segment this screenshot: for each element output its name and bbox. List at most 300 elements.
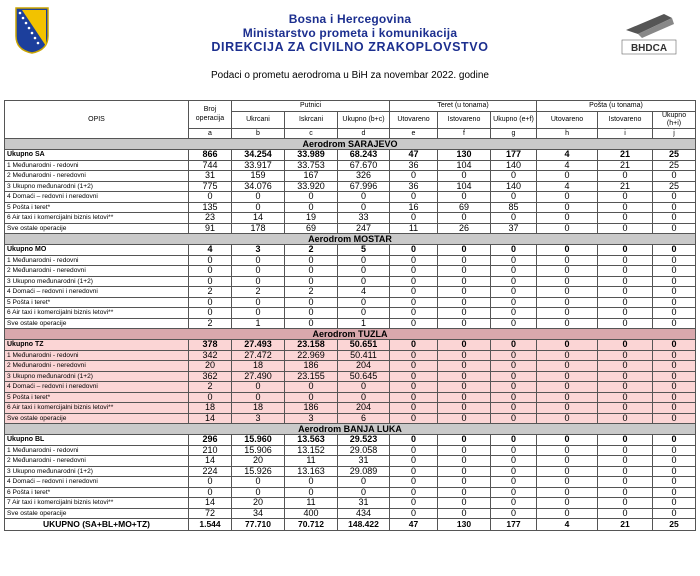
cell-value: 0 xyxy=(438,287,491,298)
cell-value: 69 xyxy=(438,202,491,213)
cell-value: 23.158 xyxy=(285,340,338,351)
cell-value: 0 xyxy=(438,413,491,424)
cell-value: 0 xyxy=(598,340,653,351)
cell-value: 34.254 xyxy=(232,150,285,161)
row-label: 4 Domaći – redovni i neredovni xyxy=(5,382,189,393)
cell-value: 31 xyxy=(189,171,232,182)
table-row xyxy=(5,297,696,308)
cell-value: 0 xyxy=(438,403,491,414)
row-label: 2 Međunarodni - neredovni xyxy=(5,266,189,277)
cell-value: 14 xyxy=(189,456,232,467)
cell-value: 2 xyxy=(285,245,338,256)
cell-value: 0 xyxy=(598,308,653,319)
table-row xyxy=(5,171,696,182)
cell-value: 0 xyxy=(438,371,491,382)
cell-value: 0 xyxy=(598,245,653,256)
cell-value: 0 xyxy=(537,255,598,266)
cell-value: 0 xyxy=(189,392,232,403)
row-label: 3 Ukupno međunarodni (1+2) xyxy=(5,276,189,287)
cell-value: 0 xyxy=(491,477,537,488)
cell-value: 0 xyxy=(537,171,598,182)
cell-value: 0 xyxy=(491,192,537,203)
cell-value: 0 xyxy=(232,255,285,266)
cell-value: 0 xyxy=(491,340,537,351)
table-row xyxy=(5,181,696,192)
cell-value: 14 xyxy=(232,213,285,224)
cell-value: 27.472 xyxy=(232,350,285,361)
cell-value: 0 xyxy=(438,255,491,266)
row-label: 4 Domaći – redovni i neredovni xyxy=(5,477,189,488)
cell-value: 25 xyxy=(653,160,696,171)
cell-value: 0 xyxy=(491,466,537,477)
section-header xyxy=(5,424,696,435)
cell-value: 0 xyxy=(285,382,338,393)
table-row xyxy=(5,382,696,393)
cell-value: 0 xyxy=(232,266,285,277)
table-row xyxy=(5,255,696,266)
cell-value: 0 xyxy=(390,477,438,488)
cell-value: 0 xyxy=(653,287,696,298)
table-row xyxy=(5,160,696,171)
cell-value: 69 xyxy=(285,223,338,234)
subheader: Ukrcani xyxy=(232,111,285,128)
cell-value: 0 xyxy=(491,487,537,498)
column-letter: f xyxy=(438,128,491,139)
cell-value: 21 xyxy=(598,181,653,192)
cell-value: 0 xyxy=(189,308,232,319)
cell-value: 104 xyxy=(438,160,491,171)
cell-value: 4 xyxy=(189,245,232,256)
cell-value: 0 xyxy=(598,413,653,424)
cell-value: 0 xyxy=(653,487,696,498)
cell-value: 0 xyxy=(285,192,338,203)
cell-value: 0 xyxy=(653,382,696,393)
cell-value: 2 xyxy=(285,287,338,298)
cell-value: 0 xyxy=(537,361,598,372)
cell-value: 0 xyxy=(438,508,491,519)
cell-value: 27.490 xyxy=(232,371,285,382)
cell-value: 0 xyxy=(537,318,598,329)
cell-value: 14 xyxy=(189,498,232,509)
cell-value: 204 xyxy=(338,403,390,414)
cell-value: 186 xyxy=(285,403,338,414)
cell-value: 0 xyxy=(491,371,537,382)
cell-value: 23.155 xyxy=(285,371,338,382)
table-row xyxy=(5,361,696,372)
cell-value: 72 xyxy=(189,508,232,519)
cell-value: 0 xyxy=(653,171,696,182)
section-header xyxy=(5,234,696,245)
row-label: 3 Ukupno međunarodni (1+2) xyxy=(5,466,189,477)
cell-value: 33.753 xyxy=(285,160,338,171)
cell-value: 135 xyxy=(189,202,232,213)
table-row xyxy=(5,498,696,509)
section-title: Aerodrom BANJA LUKA xyxy=(5,424,696,435)
cell-value: 0 xyxy=(491,276,537,287)
bhdca-logo xyxy=(618,8,680,58)
cell-value: 0 xyxy=(537,340,598,351)
cell-value: 0 xyxy=(189,255,232,266)
cell-value: 0 xyxy=(390,466,438,477)
cell-value: 0 xyxy=(390,308,438,319)
column-letter: i xyxy=(598,128,653,139)
cell-value: 0 xyxy=(491,245,537,256)
cell-value: 0 xyxy=(598,445,653,456)
cell-value: 0 xyxy=(653,350,696,361)
cell-value: 0 xyxy=(285,487,338,498)
cell-value: 0 xyxy=(390,287,438,298)
cell-value: 0 xyxy=(338,477,390,488)
table-row xyxy=(5,371,696,382)
cell-value: 29.089 xyxy=(338,466,390,477)
row-label: 3 Ukupno međunarodni (1+2) xyxy=(5,181,189,192)
cell-value: 0 xyxy=(285,308,338,319)
table-row xyxy=(5,413,696,424)
row-label: 4 Domaći – redovni i neredovni xyxy=(5,287,189,298)
row-label: 6 Air taxi i komercijalni biznis letovi** xyxy=(5,308,189,319)
cell-value: 0 xyxy=(189,477,232,488)
table-row xyxy=(5,456,696,467)
cell-value: 0 xyxy=(537,297,598,308)
cell-value: 0 xyxy=(491,171,537,182)
grand-total-value: 70.712 xyxy=(285,519,338,531)
cell-value: 0 xyxy=(653,435,696,446)
table-row xyxy=(5,477,696,488)
header-ministry: Ministarstvo prometa i komunikacija xyxy=(242,26,458,40)
cell-value: 0 xyxy=(537,382,598,393)
table-row xyxy=(5,276,696,287)
cell-value: 0 xyxy=(285,392,338,403)
cell-value: 0 xyxy=(537,266,598,277)
cell-value: 0 xyxy=(232,308,285,319)
cell-value: 0 xyxy=(598,477,653,488)
cell-value: 775 xyxy=(189,181,232,192)
grand-total-value: 47 xyxy=(390,519,438,531)
cell-value: 0 xyxy=(390,297,438,308)
grand-total-label: UKUPNO (SA+BL+MO+TZ) xyxy=(5,519,189,531)
cell-value: 0 xyxy=(537,308,598,319)
cell-value: 0 xyxy=(491,287,537,298)
row-label: 2 Međunarodni - neredovni xyxy=(5,361,189,372)
cell-value: 47 xyxy=(390,150,438,161)
cell-value: 34 xyxy=(232,508,285,519)
cell-value: 0 xyxy=(285,266,338,277)
cell-value: 0 xyxy=(491,266,537,277)
row-label: Sve ostale operacije xyxy=(5,413,189,424)
column-letter: e xyxy=(390,128,438,139)
cell-value: 0 xyxy=(390,435,438,446)
cell-value: 37 xyxy=(491,223,537,234)
cell-value: 0 xyxy=(232,477,285,488)
cell-value: 178 xyxy=(232,223,285,234)
cell-value: 21 xyxy=(598,160,653,171)
cell-value: 0 xyxy=(537,287,598,298)
column-letter: d xyxy=(338,128,390,139)
cell-value: 342 xyxy=(189,350,232,361)
subheader: Utovareno xyxy=(390,111,438,128)
cell-value: 0 xyxy=(598,392,653,403)
cell-value: 31 xyxy=(338,456,390,467)
table-row xyxy=(5,287,696,298)
cell-value: 0 xyxy=(598,487,653,498)
subheader: Iskrcani xyxy=(285,111,338,128)
cell-value: 177 xyxy=(491,150,537,161)
table-row xyxy=(5,466,696,477)
cell-value: 0 xyxy=(537,350,598,361)
cell-value: 0 xyxy=(390,382,438,393)
cell-value: 0 xyxy=(285,276,338,287)
cell-value: 0 xyxy=(438,466,491,477)
cell-value: 0 xyxy=(537,456,598,467)
cell-value: 0 xyxy=(537,498,598,509)
row-label: 6 Air taxi i komercijalni biznis letovi** xyxy=(5,213,189,224)
cell-value: 0 xyxy=(653,192,696,203)
cell-value: 0 xyxy=(390,487,438,498)
cell-value: 0 xyxy=(537,403,598,414)
cell-value: 0 xyxy=(491,255,537,266)
cell-value: 2 xyxy=(189,287,232,298)
cell-value: 29.523 xyxy=(338,435,390,446)
cell-value: 159 xyxy=(232,171,285,182)
cell-value: 0 xyxy=(438,297,491,308)
table-row xyxy=(5,487,696,498)
cell-value: 0 xyxy=(537,371,598,382)
cell-value: 0 xyxy=(598,318,653,329)
cell-value: 0 xyxy=(390,245,438,256)
cell-value: 0 xyxy=(598,223,653,234)
cell-value: 4 xyxy=(537,160,598,171)
cell-value: 0 xyxy=(438,350,491,361)
cell-value: 0 xyxy=(598,297,653,308)
row-label: Sve ostale operacije xyxy=(5,508,189,519)
cell-value: 224 xyxy=(189,466,232,477)
row-label: 5 Pošta i teret* xyxy=(5,202,189,213)
cell-value: 0 xyxy=(438,498,491,509)
cell-value: 29.058 xyxy=(338,445,390,456)
cell-value: 4 xyxy=(537,181,598,192)
cell-value: 0 xyxy=(491,318,537,329)
cell-value: 0 xyxy=(653,297,696,308)
cell-value: 0 xyxy=(390,361,438,372)
cell-value: 0 xyxy=(390,213,438,224)
cell-value: 0 xyxy=(537,202,598,213)
cell-value: 0 xyxy=(491,445,537,456)
cell-value: 0 xyxy=(653,466,696,477)
cell-value: 0 xyxy=(537,445,598,456)
table-row xyxy=(5,245,696,256)
cell-value: 0 xyxy=(598,508,653,519)
cell-value: 0 xyxy=(537,487,598,498)
table-row xyxy=(5,392,696,403)
cell-value: 0 xyxy=(491,435,537,446)
cell-value: 0 xyxy=(390,318,438,329)
cell-value: 34.076 xyxy=(232,181,285,192)
cell-value: 3 xyxy=(232,245,285,256)
cell-value: 21 xyxy=(598,150,653,161)
cell-value: 18 xyxy=(189,403,232,414)
table-row xyxy=(5,192,696,203)
subheader: Ukupno (e+f) xyxy=(491,111,537,128)
cell-value: 0 xyxy=(537,213,598,224)
cell-value: 15.926 xyxy=(232,466,285,477)
cell-value: 0 xyxy=(438,276,491,287)
cell-value: 0 xyxy=(285,477,338,488)
cell-value: 27.493 xyxy=(232,340,285,351)
group-posta: Pošta (u tonama) xyxy=(537,101,696,112)
cell-value: 0 xyxy=(338,487,390,498)
table-row xyxy=(5,150,696,161)
cell-value: 0 xyxy=(537,466,598,477)
grand-total-value: 21 xyxy=(598,519,653,531)
row-label: 7 Air taxi i komercijalni biznis letovi** xyxy=(5,498,189,509)
bih-coat-of-arms xyxy=(14,6,50,54)
section-header xyxy=(5,329,696,340)
cell-value: 0 xyxy=(438,477,491,488)
cell-value: 0 xyxy=(189,297,232,308)
cell-value: 0 xyxy=(232,487,285,498)
cell-value: 0 xyxy=(438,213,491,224)
cell-value: 0 xyxy=(598,435,653,446)
table-row xyxy=(5,403,696,414)
cell-value: 11 xyxy=(285,498,338,509)
section-title: Aerodrom TUZLA xyxy=(5,329,696,340)
cell-value: 0 xyxy=(438,340,491,351)
cell-value: 0 xyxy=(653,392,696,403)
row-label: 1 Međunarodni - redovni xyxy=(5,160,189,171)
cell-value: 15.906 xyxy=(232,445,285,456)
subheader: Istovareno xyxy=(438,111,491,128)
cell-value: 0 xyxy=(438,192,491,203)
cell-value: 91 xyxy=(189,223,232,234)
table-row xyxy=(5,350,696,361)
cell-value: 20 xyxy=(189,361,232,372)
cell-value: 0 xyxy=(653,445,696,456)
cell-value: 167 xyxy=(285,171,338,182)
cell-value: 0 xyxy=(390,340,438,351)
cell-value: 0 xyxy=(598,266,653,277)
cell-value: 0 xyxy=(438,318,491,329)
cell-value: 0 xyxy=(338,192,390,203)
cell-value: 0 xyxy=(338,297,390,308)
row-label: 6 Air taxi i komercijalni biznis letovi** xyxy=(5,403,189,414)
cell-value: 26 xyxy=(438,223,491,234)
cell-value: 4 xyxy=(338,287,390,298)
cell-value: 13.152 xyxy=(285,445,338,456)
col-broj: Broj operacija xyxy=(189,101,232,129)
cell-value: 31 xyxy=(338,498,390,509)
table-row xyxy=(5,435,696,446)
cell-value: 0 xyxy=(390,371,438,382)
cell-value: 0 xyxy=(491,382,537,393)
cell-value: 0 xyxy=(390,498,438,509)
cell-value: 0 xyxy=(491,498,537,509)
cell-value: 5 xyxy=(338,245,390,256)
cell-value: 247 xyxy=(338,223,390,234)
cell-value: 0 xyxy=(189,487,232,498)
cell-value: 0 xyxy=(338,392,390,403)
cell-value: 2 xyxy=(189,318,232,329)
cell-value: 0 xyxy=(537,392,598,403)
cell-value: 0 xyxy=(285,255,338,266)
cell-value: 0 xyxy=(338,255,390,266)
cell-value: 0 xyxy=(653,213,696,224)
cell-value: 85 xyxy=(491,202,537,213)
traffic-table xyxy=(4,100,696,531)
cell-value: 0 xyxy=(390,171,438,182)
cell-value: 0 xyxy=(653,456,696,467)
subheader: Ukupno (b+c) xyxy=(338,111,390,128)
cell-value: 0 xyxy=(653,223,696,234)
cell-value: 0 xyxy=(438,487,491,498)
grand-total-value: 1.544 xyxy=(189,519,232,531)
cell-value: 0 xyxy=(491,413,537,424)
cell-value: 0 xyxy=(390,392,438,403)
cell-value: 0 xyxy=(537,245,598,256)
cell-value: 0 xyxy=(438,435,491,446)
cell-value: 15.960 xyxy=(232,435,285,446)
cell-value: 0 xyxy=(537,508,598,519)
cell-value: 0 xyxy=(338,308,390,319)
cell-value: 0 xyxy=(438,245,491,256)
grand-total-value: 148.422 xyxy=(338,519,390,531)
cell-value: 0 xyxy=(537,435,598,446)
subheader: Utovareno xyxy=(537,111,598,128)
cell-value: 0 xyxy=(653,403,696,414)
column-letter: j xyxy=(653,128,696,139)
cell-value: 0 xyxy=(491,392,537,403)
cell-value: 23 xyxy=(189,213,232,224)
cell-value: 18 xyxy=(232,403,285,414)
table-row xyxy=(5,266,696,277)
cell-value: 0 xyxy=(491,403,537,414)
cell-value: 25 xyxy=(653,150,696,161)
cell-value: 0 xyxy=(232,297,285,308)
row-label: Sve ostale operacije xyxy=(5,318,189,329)
cell-value: 186 xyxy=(285,361,338,372)
cell-value: 140 xyxy=(491,181,537,192)
cell-value: 0 xyxy=(189,276,232,287)
cell-value: 0 xyxy=(598,403,653,414)
cell-value: 36 xyxy=(390,181,438,192)
cell-value: 0 xyxy=(491,308,537,319)
cell-value: 0 xyxy=(537,276,598,287)
cell-value: 0 xyxy=(285,297,338,308)
grand-total-value: 25 xyxy=(653,519,696,531)
cell-value: 210 xyxy=(189,445,232,456)
section-title: Aerodrom SARAJEVO xyxy=(5,139,696,150)
table-row xyxy=(5,340,696,351)
cell-value: 0 xyxy=(598,466,653,477)
cell-value: 0 xyxy=(653,477,696,488)
cell-value: 0 xyxy=(390,456,438,467)
cell-value: 0 xyxy=(390,508,438,519)
cell-value: 0 xyxy=(598,456,653,467)
cell-value: 378 xyxy=(189,340,232,351)
cell-value: 0 xyxy=(438,456,491,467)
cell-value: 0 xyxy=(653,308,696,319)
cell-value: 0 xyxy=(653,255,696,266)
cell-value: 0 xyxy=(653,413,696,424)
cell-value: 0 xyxy=(438,171,491,182)
grand-total-row xyxy=(5,519,696,531)
cell-value: 0 xyxy=(598,498,653,509)
row-label: Sve ostale operacije xyxy=(5,223,189,234)
cell-value: 0 xyxy=(232,392,285,403)
cell-value: 0 xyxy=(653,508,696,519)
column-letter: h xyxy=(537,128,598,139)
cell-value: 0 xyxy=(390,255,438,266)
cell-value: 130 xyxy=(438,150,491,161)
